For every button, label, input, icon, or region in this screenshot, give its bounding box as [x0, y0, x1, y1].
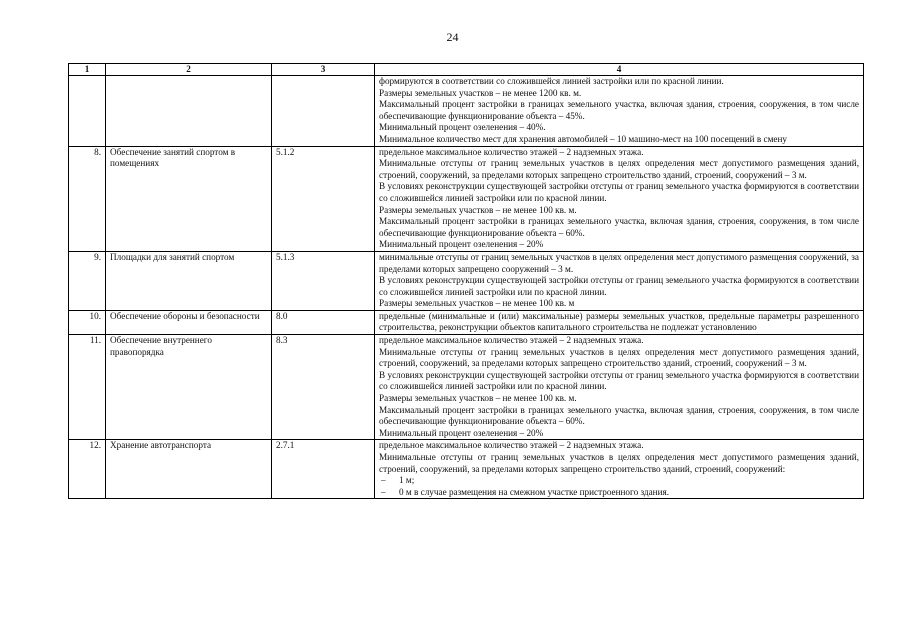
list-item-text: 0 м в случае размещения на смежном участке пристроенного здания.	[399, 486, 670, 497]
row-number-cell	[69, 76, 106, 147]
content-line: Минимальные отступы от границ земельных участков в целях определения мест допустимого размещения зданий, строений, сооружений, за пределами которых запрещено строительство зданий, строений, сооружений:	[379, 452, 859, 474]
dash-bullet: –	[381, 475, 386, 486]
row-name-cell: Хранение автотранспорта	[106, 440, 272, 499]
row-code-cell: 8.0	[272, 310, 375, 334]
row-code-cell: 5.1.3	[272, 251, 375, 310]
content-line: Минимальное количество мест для хранения автомобилей – 10 машино-мест на 100 посещений в смену	[379, 133, 788, 144]
content-line: Минимальные отступы от границ земельных участков в целях определения мест допустимого размещения зданий, строений, сооружений, за пределами которых запрещено строительство зданий, строений, сооружений – 3 м.	[379, 346, 859, 369]
content-line: Минимальные отступы от границ земельных участков в целях определения мест допустимого размещения зданий, строений, сооружений, за пределами которых запрещено строительство зданий, строений, сооружений – 3 м.	[379, 158, 859, 180]
content-line: предельное максимальное количество этажей – 2 надземных этажа.	[379, 146, 644, 157]
list-item	[379, 475, 859, 487]
content-line: Максимальный процент застройки в границах земельного участка, включая здания, строения, сооружения, в том числе обеспечивающие функционирование объекта – 45%.	[379, 99, 859, 121]
row-number-cell: 10.	[69, 310, 106, 334]
row-name-cell: Обеспечение занятий спортом в помещениях	[106, 146, 272, 251]
list-item-text: 1 м;	[399, 475, 415, 486]
content-line: предельное максимальное количество этажей – 2 надземных этажа.	[379, 440, 644, 451]
content-line: Размеры земельных участков – не менее 100 кв. м	[379, 298, 575, 309]
table-row	[69, 310, 864, 334]
dash-bullet: –	[381, 486, 386, 497]
regulations-table	[68, 63, 864, 499]
content-line: В условиях реконструкции существующей застройки отступы от границ земельного участка формируются в соответствии со сложившейся линией застройки или по красной линии.	[379, 181, 859, 203]
row-content-cell	[375, 146, 864, 251]
page-number: 24	[446, 30, 459, 44]
content-line: В условиях реконструкции существующей застройки отступы от границ земельного участка формируются в соответствии со сложившейся линией застройки или по красной линии.	[379, 275, 859, 297]
content-line: В условиях реконструкции существующей застройки отступы от границ земельного участка формируются в соответствии со сложившейся линией застройки или по красной линии.	[379, 369, 859, 392]
row-name-cell	[106, 76, 272, 147]
content-line: Минимальный процент озеленения – 20%	[379, 427, 544, 438]
row-content-cell	[375, 310, 864, 334]
content-line: Минимальный процент озеленения – 20%	[379, 239, 544, 250]
content-line: предельные (минимальные и (или) максимальные) размеры земельных участков, предельные параметры разрешенного строительства, реконструкции объектов капитального строительства не подлежат установлению	[379, 310, 859, 333]
row-name-cell: Обеспечение внутреннего правопорядка	[106, 335, 272, 440]
content-line: Максимальный процент застройки в границах земельного участка, включая здания, строения, сооружения, в том числе обеспечивающие функционирование объекта – 60%.	[379, 404, 859, 427]
content-line: Максимальный процент застройки в границах земельного участка, включая здания, строения, сооружения, в том числе обеспечивающие функционирование объекта – 60%.	[379, 216, 859, 238]
row-code-cell	[272, 76, 375, 147]
row-name-cell: Обеспечение обороны и безопасности	[106, 310, 272, 334]
row-code-cell: 8.3	[272, 335, 375, 440]
row-code-cell: 2.7.1	[272, 440, 375, 499]
content-line: Минимальный процент озеленения – 40%.	[379, 122, 546, 133]
row-code-cell: 5.1.2	[272, 146, 375, 251]
table-row-continuation	[69, 76, 864, 147]
table-row	[69, 440, 864, 499]
row-content-cell	[375, 76, 864, 147]
row-content-cell	[375, 251, 864, 310]
content-line: предельное максимальное количество этажей – 2 надземных этажа.	[379, 335, 644, 346]
row-name-cell: Площадки для занятий спортом	[106, 251, 272, 310]
content-line: Размеры земельных участков – не менее 1200 кв. м.	[379, 87, 582, 98]
row-content-cell	[375, 440, 864, 499]
row-number-cell: 11.	[69, 335, 106, 440]
table-row	[69, 335, 864, 440]
content-line: минимальные отступы от границ земельных участков в целях определения мест допустимого размещения сооружений, за пределами которых запрещено сооружений – 3 м.	[379, 251, 859, 274]
column-header: 2	[106, 64, 272, 76]
row-content-cell	[375, 335, 864, 440]
table-row	[69, 146, 864, 251]
list-item	[379, 487, 859, 499]
table-row	[69, 251, 864, 310]
table-header-row	[69, 64, 864, 76]
row-number-cell: 12.	[69, 440, 106, 499]
content-line: Размеры земельных участков – не менее 100 кв. м.	[379, 204, 577, 215]
row-number-cell: 9.	[69, 251, 106, 310]
column-header: 1	[69, 64, 106, 76]
row-number-cell: 8.	[69, 146, 106, 251]
content-line: Размеры земельных участков – не менее 100 кв. м.	[379, 393, 577, 404]
content-line: формируются в соответствии со сложившейся линией застройки или по красной линии.	[379, 76, 724, 86]
column-header: 4	[375, 64, 864, 76]
column-header: 3	[272, 64, 375, 76]
